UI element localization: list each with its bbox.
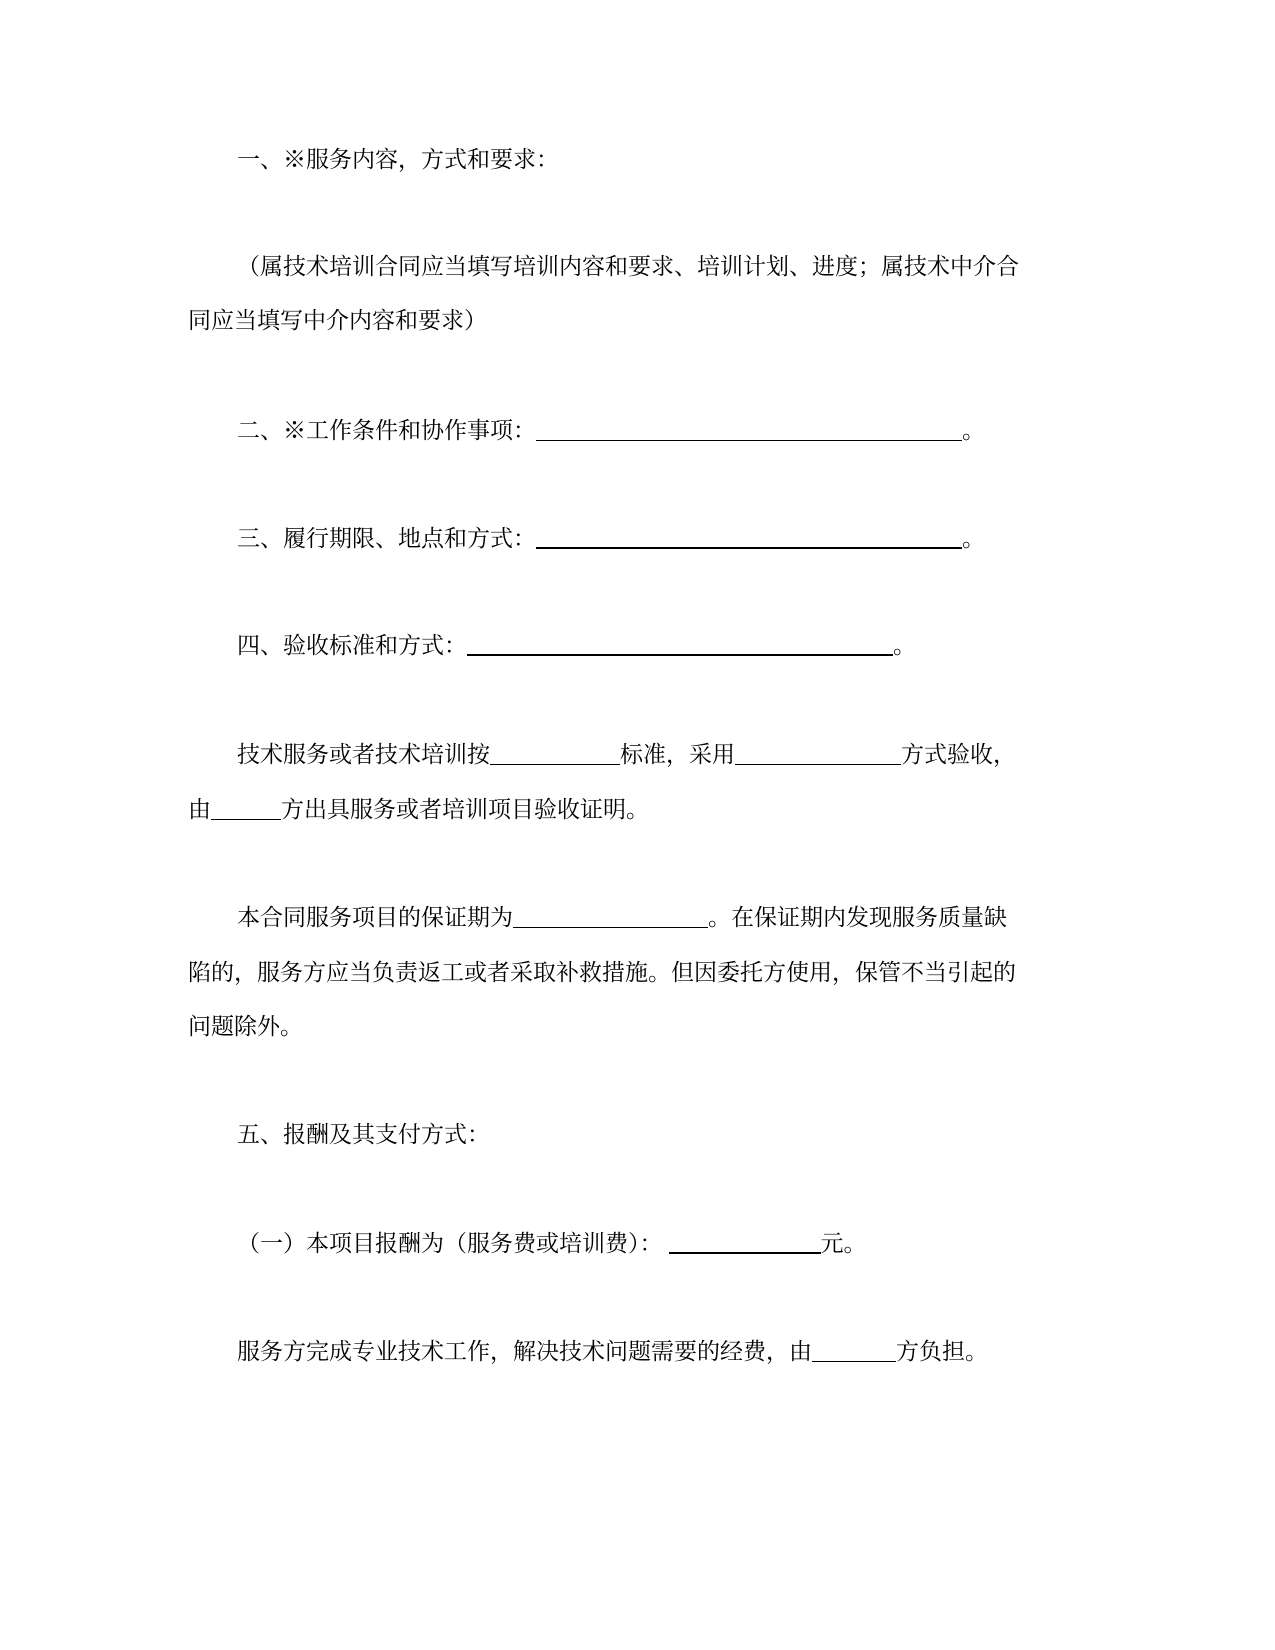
certifying-party-blank[interactable] [211, 797, 281, 820]
performance-term-blank[interactable] [536, 525, 962, 549]
section-2-line: 二、※工作条件和协作事项： 。 [237, 418, 985, 444]
section-5-title: 五、报酬及其支付方式： [237, 1122, 490, 1148]
acceptance-standard-blank[interactable] [467, 632, 893, 656]
section-1-note-line-1: （属技术培训合同应当填写培训内容和要求、培训计划、进度；属技术中介合 [237, 254, 1019, 280]
section-1-note-line-2: 同应当填写中介内容和要求） [188, 308, 487, 334]
warranty-period-blank[interactable] [513, 905, 708, 928]
expense-paragraph: 服务方完成专业技术工作，解决技术问题需要的经费，由 方负担。 [237, 1339, 988, 1365]
section-4-line: 四、验收标准和方式： 。 [237, 633, 916, 659]
section-5-item-1: （一）本项目报酬为（服务费或培训费）： 元。 [237, 1231, 867, 1257]
warranty-paragraph-line-1: 本合同服务项目的保证期为 。在保证期内发现服务质量缺 [237, 905, 1007, 931]
acceptance-paragraph-line-2: 由 方出具服务或者培训项目验收证明。 [188, 797, 649, 823]
warranty-paragraph-line-3: 问题除外。 [188, 1014, 303, 1040]
work-conditions-blank[interactable] [536, 418, 962, 441]
acceptance-paragraph-line-1: 技术服务或者技术培训按 标准，采用 方式验收， [237, 742, 1016, 768]
section-3-line: 三、履行期限、地点和方式： 。 [237, 526, 985, 552]
method-blank[interactable] [735, 742, 901, 765]
warranty-paragraph-line-2: 陷的，服务方应当负责返工或者采取补救措施。但因委托方使用，保管不当引起的 [188, 960, 1016, 986]
fee-amount-blank[interactable] [669, 1230, 821, 1254]
section-1-title: 一、※服务内容，方式和要求： [237, 147, 559, 173]
expense-party-blank[interactable] [812, 1339, 896, 1362]
standard-blank[interactable] [490, 742, 620, 765]
